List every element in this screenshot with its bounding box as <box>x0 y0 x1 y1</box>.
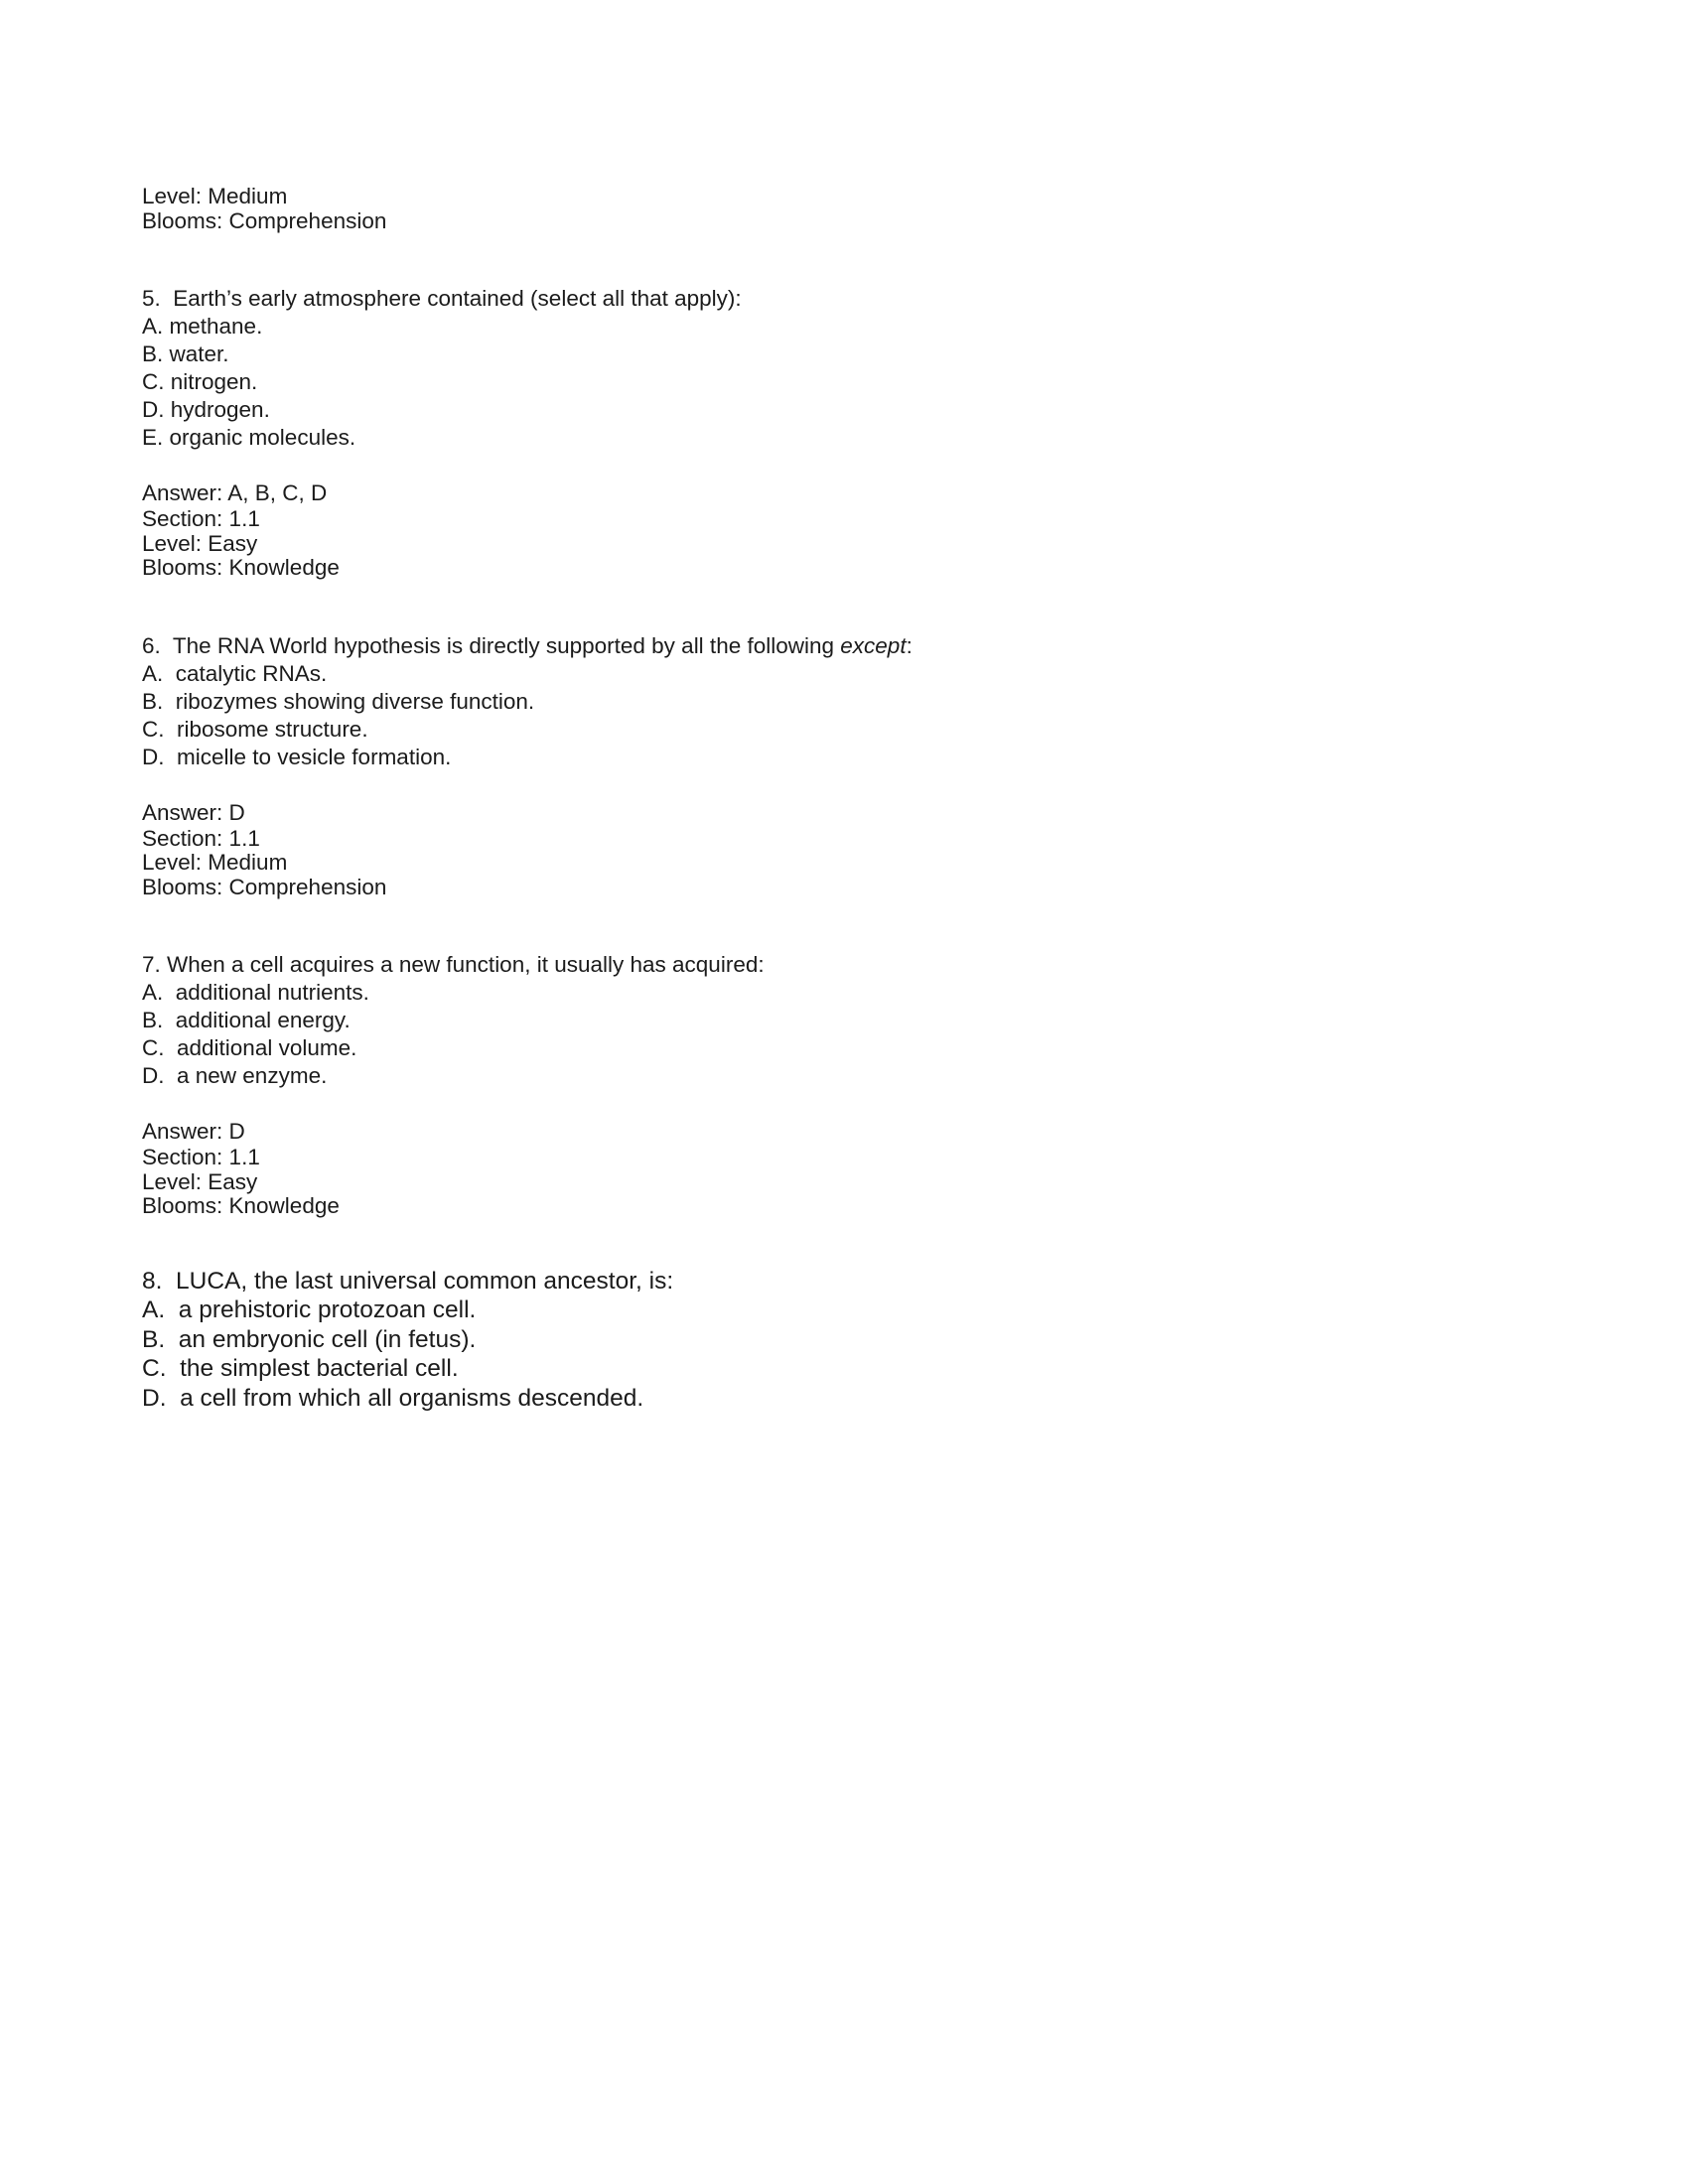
option-line: D. a new enzyme. <box>142 1063 328 1088</box>
blooms-line: Blooms: Comprehension <box>142 874 387 899</box>
answer-line: Answer: D <box>142 1119 245 1144</box>
option-line: A. a prehistoric protozoan cell. <box>142 1297 477 1323</box>
option-line: E. organic molecules. <box>142 425 356 450</box>
blooms-line: Blooms: Knowledge <box>142 555 340 580</box>
option-line: B. additional energy. <box>142 1008 351 1032</box>
option-line: A. additional nutrients. <box>142 980 369 1005</box>
option-line: B. an embryonic cell (in fetus). <box>142 1325 477 1353</box>
option-line: B. water. <box>142 341 229 366</box>
option-line: D. a cell from which all organisms descended. <box>142 1384 644 1412</box>
question-6 <box>142 632 1559 771</box>
level-line: Level: Medium <box>142 850 288 875</box>
section-line: Section: 1.1 <box>142 1145 260 1169</box>
question-5-answer-block <box>142 479 1559 581</box>
answer-line: Answer: D <box>142 799 245 825</box>
question-stem <box>142 632 1559 660</box>
option-line: C. nitrogen. <box>142 369 258 394</box>
top-meta-block <box>142 185 1559 233</box>
option-line: A. catalytic RNAs. <box>142 660 328 686</box>
stem-italic-text: except <box>840 632 907 658</box>
level-line: Level: Easy <box>142 1168 258 1194</box>
option-line: D. micelle to vesicle formation. <box>142 744 452 769</box>
stem-text: : <box>906 632 913 658</box>
level-line: Level: Medium <box>142 184 288 208</box>
question-8 <box>142 1267 1559 1414</box>
option-line: C. ribosome structure. <box>142 716 368 742</box>
blooms-line: Blooms: Comprehension <box>142 207 387 233</box>
option-line: C. additional volume. <box>142 1035 357 1060</box>
question-5 <box>142 285 1559 452</box>
option-line: B. ribozymes showing diverse function. <box>142 688 535 714</box>
question-stem: 8. LUCA, the last universal common ancestor, is: <box>142 1267 674 1295</box>
question-6-answer-block <box>142 799 1559 900</box>
question-stem: 7. When a cell acquires a new function, it usually has acquired: <box>142 952 765 977</box>
option-line: D. hydrogen. <box>142 397 270 422</box>
option-line: A. methane. <box>142 314 263 339</box>
question-stem: 5. Earth’s early atmosphere contained (select all that apply): <box>142 286 742 311</box>
page-content <box>142 185 1559 1413</box>
blooms-line: Blooms: Knowledge <box>142 1193 340 1218</box>
question-7-answer-block <box>142 1118 1559 1219</box>
section-line: Section: 1.1 <box>142 825 260 851</box>
option-line: C. the simplest bacterial cell. <box>142 1355 459 1382</box>
answer-line: Answer: A, B, C, D <box>142 480 328 505</box>
level-line: Level: Easy <box>142 530 258 556</box>
stem-text: 6. The RNA World hypothesis is directly supported by all the following <box>142 632 841 658</box>
question-7 <box>142 951 1559 1090</box>
section-line: Section: 1.1 <box>142 506 260 531</box>
